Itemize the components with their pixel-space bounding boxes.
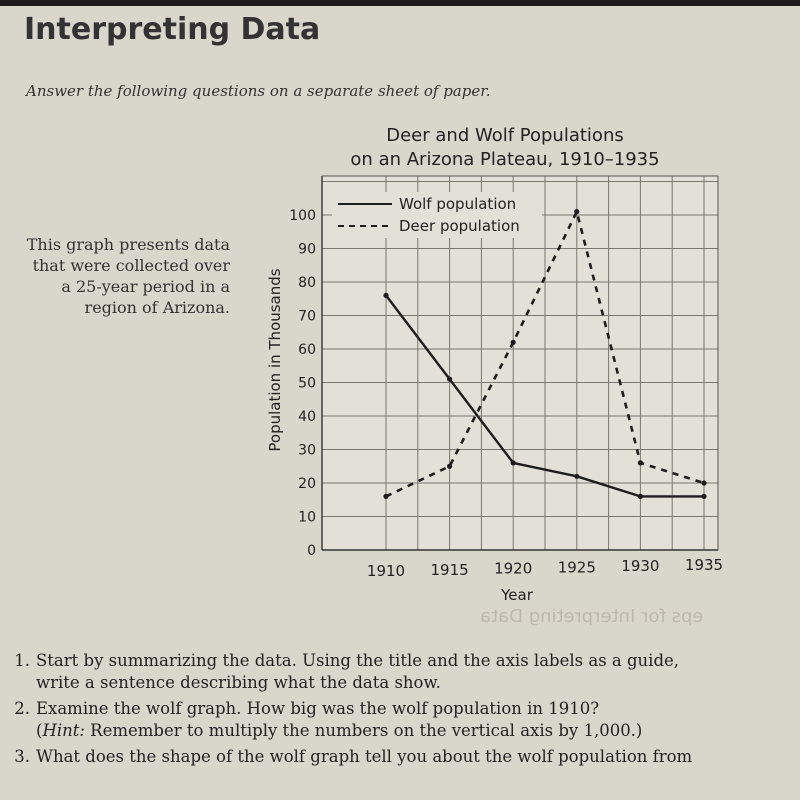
legend-label-wolf: Wolf population [399,195,517,213]
deer-data-point [638,460,643,465]
wolf-data-point [511,460,516,465]
chart-legend [332,192,542,238]
y-tick-label: 70 [298,308,316,325]
legend-label-deer: Deer population [399,217,520,235]
page-title: Interpreting Data [24,12,321,47]
deer-data-point [574,209,579,214]
deer-data-point [447,464,452,469]
x-tick-label: 1910 [366,562,406,580]
wolf-data-point [574,474,579,479]
question-text: What does the shape of the wolf graph tell you about the wolf population from [36,747,693,766]
y-tick-label: 0 [307,543,316,559]
chart-subtitle: on an Arizona Plateau, 1910–1935 [350,149,660,170]
y-tick-labels [289,208,316,559]
question-2 [10,698,790,742]
hint-label: Hint: [42,721,85,740]
question-hint [10,720,790,742]
question-number: 1. [14,651,30,670]
hint-paren: ( [36,721,43,740]
question-3 [10,746,790,768]
y-tick-label: 40 [298,409,316,425]
y-tick-label: 80 [298,275,316,291]
hint-text: Remember to multiply the numbers on the vertical axis by 1,000.) [84,721,643,740]
question-1 [10,650,790,694]
x-tick-label: 1915 [430,560,469,579]
x-tick-label: 1920 [494,559,533,578]
y-tick-label: 100 [289,208,316,224]
y-tick-label: 10 [298,509,316,526]
x-tick-label: 1930 [621,557,660,576]
y-tick-label: 30 [298,442,316,459]
wolf-data-point [701,494,706,499]
wolf-data-point [638,494,643,499]
deer-data-point [701,480,706,485]
x-tick-labels [367,556,723,580]
bleed-through-text: eps for Interpreting Data [480,606,704,627]
page-subtitle: Answer the following questions on a separate sheet of paper. [26,82,491,100]
y-axis-label: Population in Thousands [266,268,284,452]
deer-data-point [383,494,388,499]
wolf-data-point [383,293,388,298]
wolf-data-point [447,377,452,382]
question-text: Examine the wolf graph. How big was the wolf population in 1910? [36,699,600,718]
x-axis-label: Year [501,586,533,604]
x-tick-label: 1925 [557,558,596,577]
y-tick-label: 90 [298,241,316,258]
question-text-continued: write a sentence describing what the data show. [36,673,441,692]
deer-data-point [511,340,516,345]
y-tick-label: 60 [298,342,316,358]
x-tick-label: 1935 [684,556,724,574]
question-text: Start by summarizing the data. Using the title and the axis labels as a guide, [36,651,680,670]
chart-title: Deer and Wolf Populations [386,125,624,146]
side-note: This graph presents data that were collected over a 25-year period in a region of Arizona. [26,235,230,317]
question-number: 3. [14,747,30,766]
y-tick-label: 20 [298,476,316,492]
y-tick-label: 50 [298,375,316,392]
question-number: 2. [14,699,30,718]
